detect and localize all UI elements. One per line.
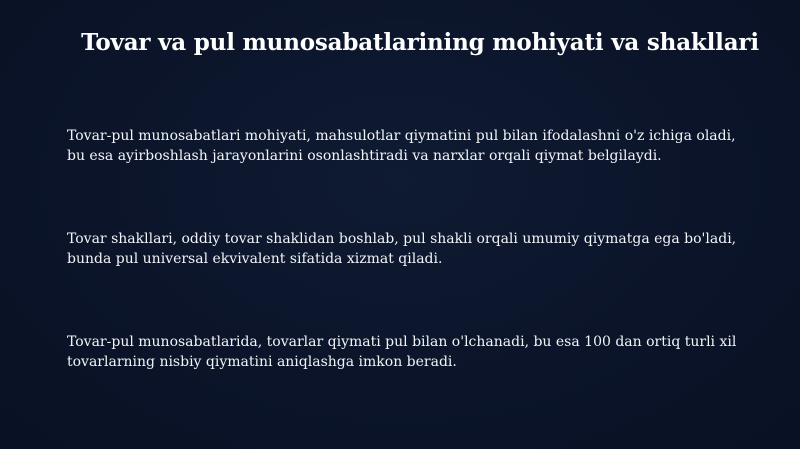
slide-title: Tovar va pul munosabatlarining mohiyati va shakllari (81, 29, 759, 56)
paragraph-essence: Tovar-pul munosabatlari mohiyati, mahsulotlar qiymatini pul bilan ifodalashni o'z ichiga oladi, bu esa ayirboshlash jarayonlarini osonlashtiradi va narxlar orqali qiymat belgilaydi. (67, 128, 736, 164)
paragraph-measurement: Tovar-pul munosabatlarida, tovarlar qiymati pul bilan o'lchanadi, bu esa 100 dan ortiq turli xil tovarlarning nisbiy qiymatini aniqlashga imkon beradi. (67, 334, 737, 370)
paragraph-forms: Tovar shakllari, oddiy tovar shaklidan boshlab, pul shakli orqali umumiy qiymatga ega bo'ladi, bunda pul universal ekvivalent sifatida xizmat qiladi. (67, 231, 737, 267)
